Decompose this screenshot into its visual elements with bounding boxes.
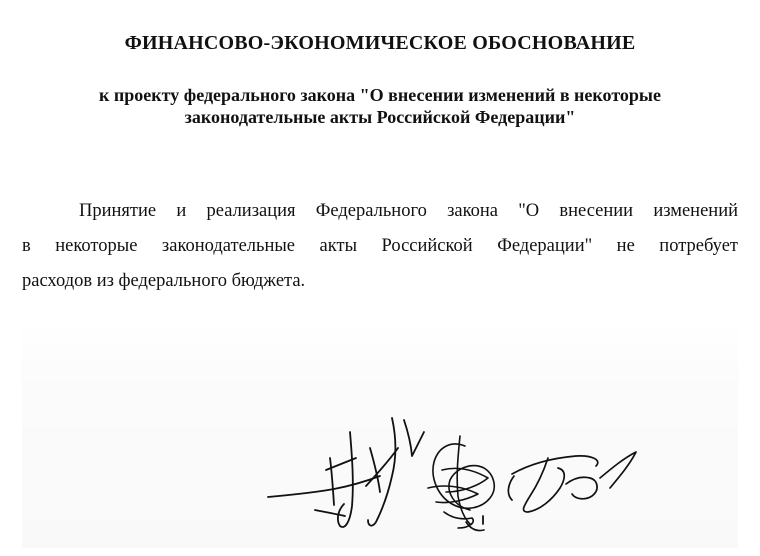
- subtitle-line: к проекту федерального закона "О внесении изменений в некоторые: [99, 85, 661, 105]
- signature-3: [508, 452, 636, 512]
- body-line: Принятие и реализация Федерального закона "О внесении изменений: [79, 201, 738, 221]
- subtitle-line: законодательные акты Российской Федерации": [184, 107, 576, 127]
- signature-2: [428, 436, 494, 531]
- body-line: расходов из федерального бюджета.: [22, 271, 306, 291]
- body-line: в некоторые законодательные акты Российской Федерации" не потребует: [22, 236, 738, 256]
- signature-1: [268, 418, 424, 527]
- document-title: ФИНАНСОВО-ЭКОНОМИЧЕСКОЕ ОБОСНОВАНИЕ: [124, 32, 636, 54]
